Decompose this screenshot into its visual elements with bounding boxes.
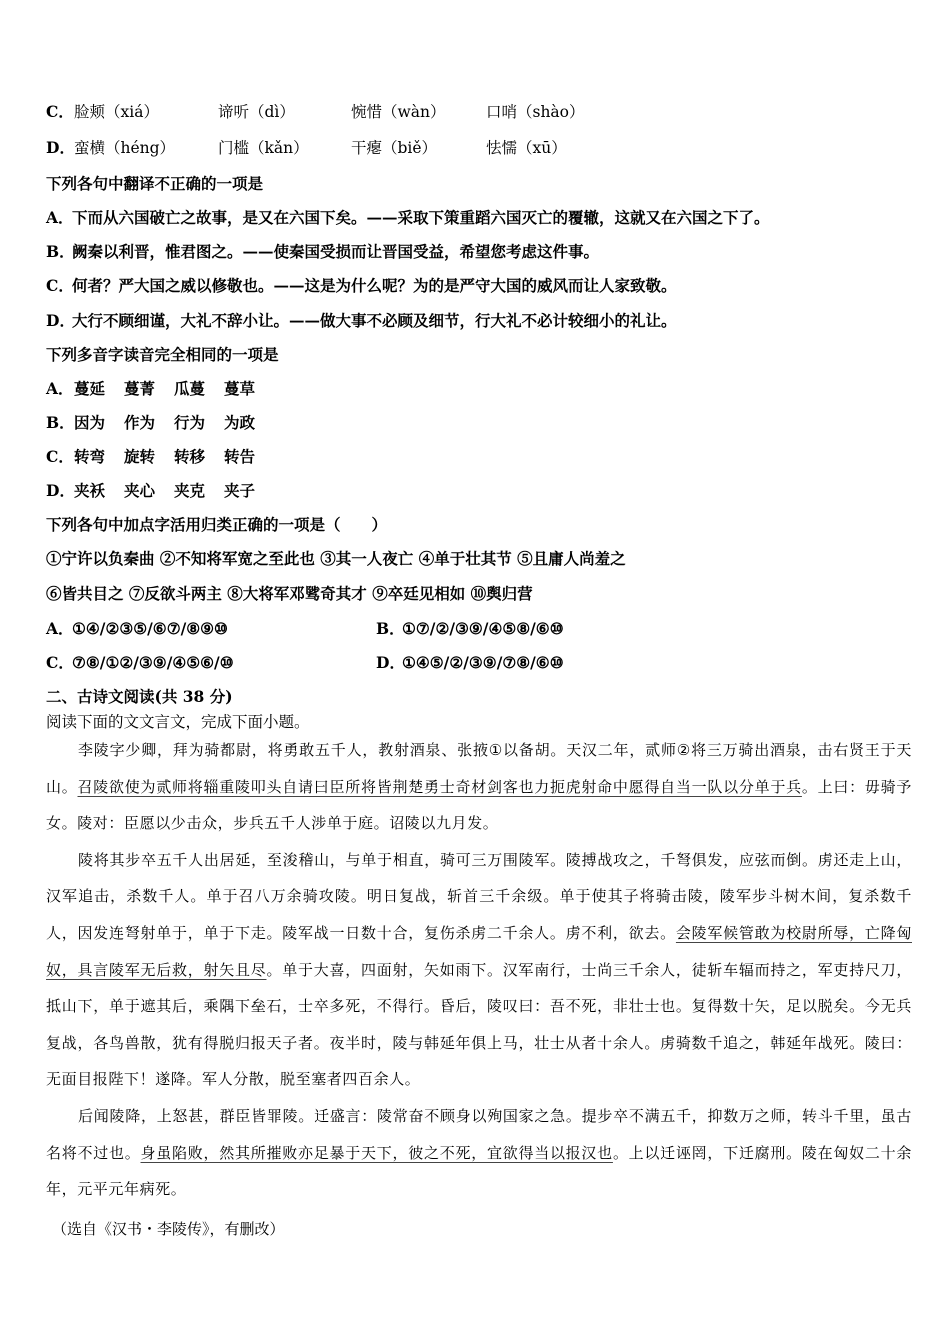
passage-text: 。上曰：毋骑予女。陵对：臣愿以少击众，步兵五千人涉单于庭。诏陵以九月发。 <box>46 777 912 833</box>
option-label: A． <box>46 208 74 227</box>
duoyin-option-c <box>46 447 256 467</box>
pinyin-item: 怯懦（xū） <box>486 139 567 157</box>
word-item: 蔓草 <box>224 379 256 398</box>
classical-passage <box>46 732 912 1208</box>
option-label: A． <box>46 619 74 638</box>
pinyin-item: 谛听（dì） <box>218 103 295 121</box>
passage-text: 。上以迁诬罔，下迁腐刑。陵在匈奴二十余年，元平元年病死。 <box>46 1143 912 1199</box>
passage-source: （选自《汉书・李陵传》，有删改） <box>52 1220 285 1238</box>
translate-option-d <box>46 311 677 331</box>
pinyin-item: 干瘪（biě） <box>351 139 438 157</box>
pinyin-item: 脸颊（xiá） <box>74 103 159 121</box>
option-label: B． <box>46 242 75 261</box>
huoyong-option-a <box>46 619 228 639</box>
passage-text: 。单于大喜，四面射，矢如雨下。汉军南行，士尚三千余人，徒斩车辐而持之，军吏持尺刀，抵山下，单于遮其后，乘隅下垒石，士卒多死，不得行。昏后，陵叹曰：吾不死，非壮士也。复得数十矢，足以脱矣。今无兵复战，各鸟兽散，犹有得脱归报天子者。夜半时，陵与韩延年俱上马，壮士从者十余人。虏骑数千追之，韩延年战死。陵曰：无面目报陛下！遂降。军人分散，脱至塞者四百余人。 <box>46 960 913 1089</box>
huoyong-option-d <box>376 653 564 673</box>
underlined-sentence-3: 身虽陷败，然其所摧败亦足暴于天下，彼之不死，宜欲得当以报汉也 <box>140 1143 613 1162</box>
question-stem-duoyin: 下列多音字读音完全相同的一项是 <box>46 345 279 364</box>
option-label: C． <box>46 653 74 672</box>
option-label: C． <box>46 276 74 295</box>
word-item: 作为 <box>124 413 156 432</box>
pinyin-item: 蛮横（héng） <box>74 139 176 157</box>
option-text: ①⑦/②/③⑨/④⑤⑧/⑥⑩ <box>402 619 564 638</box>
word-item: 转告 <box>224 447 256 466</box>
option-label: B． <box>46 413 75 432</box>
huoyong-option-b <box>376 619 564 639</box>
huoyong-option-c <box>46 653 234 673</box>
option-text: 大行不顾细谨，大礼不辞小让。——做大事不必顾及细节，行大礼不必计较细小的礼让。 <box>72 311 677 330</box>
word-item: 夹子 <box>224 481 256 500</box>
word-item: 为政 <box>224 413 256 432</box>
translate-option-c <box>46 276 677 296</box>
passage-text: 后闻陵降，上怒甚，群臣皆罪陵。迁盛言：陵常奋不顾身以殉国家之急。提步卒不满五千，抑数万之师，转斗千里，虽古名将不过也。 <box>46 1106 912 1162</box>
translate-option-b <box>46 242 599 262</box>
huoyong-sentences-line2: ⑥皆共目之 ⑦反欲斗两主 ⑧大将军邓骘奇其才 ⑨卒廷见相如 ⑩舆归营 <box>46 584 533 603</box>
pinyin-option-c <box>46 102 585 122</box>
word-item: 夹克 <box>174 481 206 500</box>
word-item: 蔓延 <box>74 379 106 398</box>
underlined-sentence-2: 会陵军候管敢为校尉所辱，亡降匈奴，具言陵军无后救，射矢且尽 <box>46 923 912 979</box>
option-label: A． <box>46 379 74 398</box>
option-label: D． <box>376 653 405 672</box>
option-text: 阙秦以利晋，惟君图之。——使秦国受损而让晋国受益，希望您考虑这件事。 <box>72 242 600 261</box>
word-item: 蔓菁 <box>124 379 156 398</box>
passage-paragraph-3 <box>46 1098 912 1208</box>
option-label: D． <box>46 481 75 500</box>
option-text: ①④⑤/②/③⑨/⑦⑧/⑥⑩ <box>402 653 564 672</box>
word-item: 转移 <box>174 447 206 466</box>
pinyin-item: 门槛（kǎn） <box>218 139 309 157</box>
option-label: B． <box>376 619 405 638</box>
option-text: ⑦⑧/①②/③⑨/④⑤⑥/⑩ <box>72 653 234 672</box>
pinyin-item: 口哨（shào） <box>486 103 585 121</box>
underlined-sentence-1: 召陵欲使为贰师将辎重陵叩头自请曰臣所将皆荆楚勇士奇材剑客也力扼虎射命中愿得自当一队以分单于兵 <box>77 777 802 796</box>
duoyin-option-d <box>46 481 256 501</box>
passage-text: 陵将其步卒五千人出居延，至浚稽山，与单于相直，骑可三万围陵军。陵搏战攻之，千弩俱发，应弦而倒。虏还走上山，汉军追击，杀数千人。单于召八万余骑攻陵。明日复战，斩首三千余级。单于使其子将骑击陵，陵军步斗树木间，复杀数千人，因发连弩射单于，单于下走。陵军战一日数十合，复伤杀虏二千余人。虏不利，欲去。 <box>46 850 912 942</box>
question-stem-huoyong: 下列各句中加点字活用归类正确的一项是（ ） <box>46 515 388 534</box>
option-label: D． <box>46 311 75 330</box>
word-item: 旋转 <box>124 447 156 466</box>
question-stem-translate: 下列各句中翻译不正确的一项是 <box>46 174 264 193</box>
section-title: 二、古诗文阅读(共 38 分) <box>46 687 233 706</box>
option-label: C． <box>46 447 74 466</box>
huoyong-sentences-line1: ①宁许以负秦曲 ②不知将军宽之至此也 ③其一人夜亡 ④单于壮其节 ⑤且庸人尚羞之 <box>46 549 626 568</box>
option-text: 何者？严大国之威以修敬也。——这是为什么呢？为的是严守大国的威风而让人家致敬。 <box>72 276 677 295</box>
word-item: 瓜蔓 <box>174 379 206 398</box>
passage-text: 李陵字少卿，拜为骑都尉，将勇敢五千人，教射酒泉、张掖①以备胡。天汉二年，贰师②将三万骑出酒泉，击右贤王于天山。 <box>46 741 912 796</box>
passage-paragraph-1 <box>46 732 912 842</box>
option-text: 下而从六国破亡之故事，是又在六国下矣。——采取下策重蹈六国灭亡的覆辙，这就又在六国之下了。 <box>72 208 770 227</box>
passage-paragraph-2 <box>46 842 912 1098</box>
duoyin-option-b <box>46 413 256 433</box>
word-item: 转弯 <box>74 447 106 466</box>
option-label: D． <box>46 138 75 157</box>
pinyin-item: 惋惜（wàn） <box>351 103 446 121</box>
option-label: C． <box>46 102 74 121</box>
word-item: 行为 <box>174 413 206 432</box>
word-item: 夹袄 <box>74 481 106 500</box>
word-item: 因为 <box>74 413 106 432</box>
section-instruction: 阅读下面的文文言文，完成下面小题。 <box>46 713 310 731</box>
duoyin-option-a <box>46 379 256 399</box>
translate-option-a <box>46 208 770 228</box>
pinyin-option-d <box>46 138 567 158</box>
word-item: 夹心 <box>124 481 156 500</box>
option-text: ①④/②③⑤/⑥⑦/⑧⑨⑩ <box>72 619 228 638</box>
